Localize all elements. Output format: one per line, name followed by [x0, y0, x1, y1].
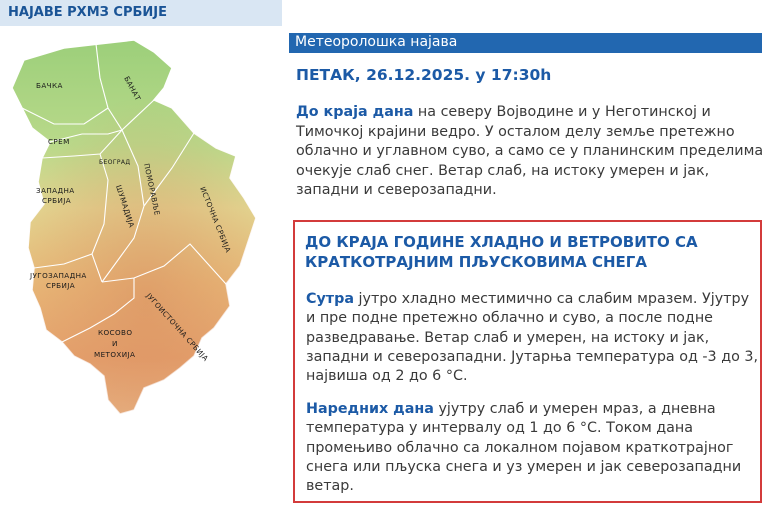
label-zapadna-2: СРБИЈА [42, 196, 72, 205]
tomorrow-text: јутро хладно местимично са слабим мразем. Ујутру и пре подне претежно облачно и суво, а после подне разведравање. Ветар слаб и умерен, на истоку и јак, западни и северозападни. Јутарња температура од -3 до 3, највиша од 2 до 6 °C. [306, 291, 759, 385]
highlight-title: ДО КРАЈА ГОДИНЕ ХЛАДНО И ВЕТРОВИТО СА КРАТКОТРАЈНИМ ПЉУСКОВИМА СНЕГА [305, 233, 698, 271]
forecast-section-title: Метеоролошка најава [295, 34, 458, 50]
highlight-forecast-box [293, 220, 762, 503]
label-jugoistocna: ЈУГОИСТОЧНА СРБИЈА [144, 291, 211, 364]
today-lead: До краја дана [296, 104, 414, 120]
label-kosovo-2: И [112, 339, 118, 348]
label-pomoravlje: ПОМОРАВЉЕ [142, 162, 162, 217]
left-panel-title: НАЈАВЕ РХМЗ СРБИЈЕ [8, 5, 167, 20]
forecast-date: ПЕТАК, 26.12.2025. у 17:30h [296, 66, 552, 84]
label-sumadija: ШУМАДИЈА [114, 183, 137, 229]
tomorrow-lead: Сутра [306, 291, 354, 307]
forecast-title-bar [289, 33, 762, 53]
next-days-lead: Наредних дана [306, 401, 434, 417]
left-panel-header [0, 0, 282, 26]
label-istocna: ИСТОЧНА СРБИЈА [198, 185, 233, 254]
label-srem: СРЕМ [48, 137, 70, 146]
label-zapadna-1: ЗАПАДНА [36, 186, 75, 195]
label-backa: БАЧКА [36, 81, 63, 90]
tomorrow-forecast-paragraph [306, 290, 758, 386]
label-kosovo-1: КОСОВО [98, 328, 133, 337]
label-jugozapadna-1: ЈУГОЗАПАДНА [30, 271, 87, 280]
today-forecast-paragraph [296, 103, 766, 201]
next-days-forecast-paragraph [306, 400, 758, 496]
label-jugozapadna-2: СРБИЈА [46, 281, 76, 290]
next-days-text: ујутру слаб и умерен мраз, а дневна температура у интервалу од 1 до 6 °C. Током дана промењиво облачно са локалном појавом краткотрајног снега или пљуска снега и уз умерен и јак северозападни ветар. [306, 401, 742, 495]
label-banat: БАНАТ [122, 74, 143, 103]
serbia-regions-map[interactable] [4, 38, 280, 420]
today-text: на северу Војводине и у Неготинској и Тимочкој крајини ведро. У осталом делу земље претежно облачно и углавном суво, а само се у планинским пределима очекује слаб снег. Ветар слаб, на истоку умерен и јак, западни и северозападни. [296, 104, 764, 199]
label-kosovo-3: МЕТОХИЈА [94, 350, 136, 359]
label-beograd: БЕОГРАД [99, 159, 131, 166]
